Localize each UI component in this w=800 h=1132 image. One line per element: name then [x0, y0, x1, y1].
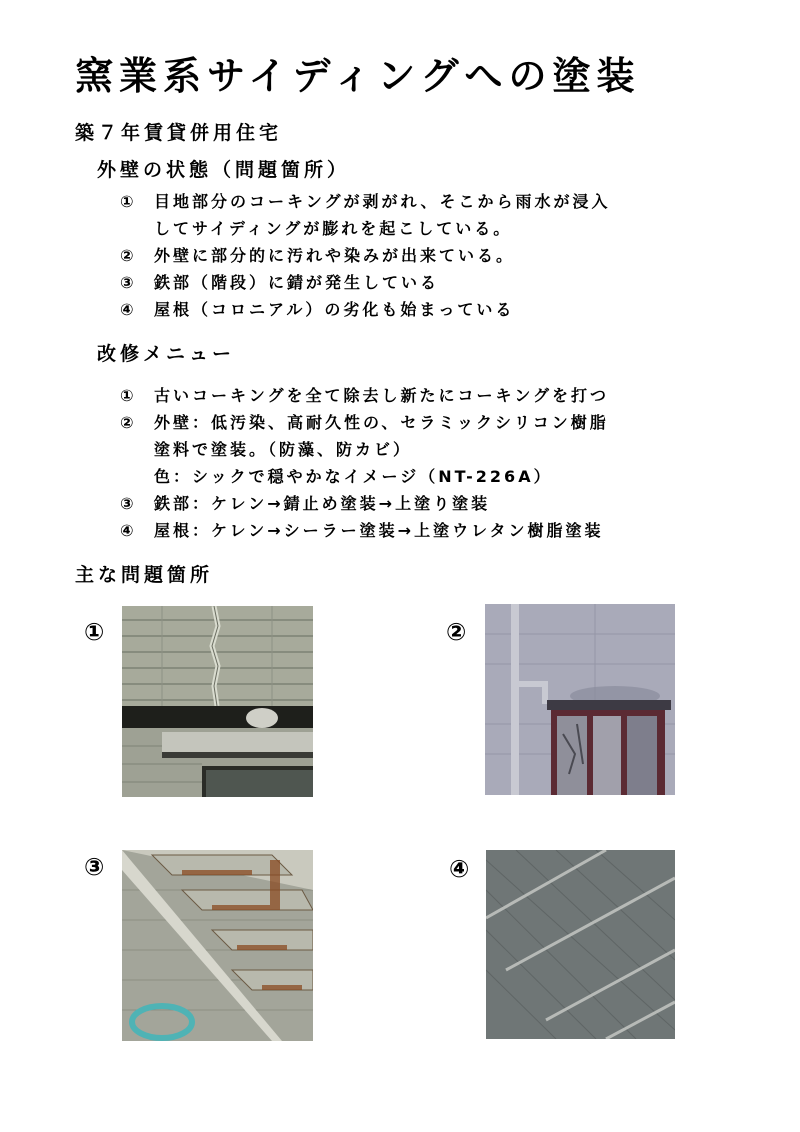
renovation-item-number: ③ — [120, 494, 137, 513]
renovation-item-number: ② — [120, 413, 137, 432]
photo-label: ① — [84, 618, 105, 646]
photo-label: ③ — [84, 853, 105, 881]
rusted-stairs-photo — [122, 850, 313, 1041]
renovation-item-text: 屋根：ケレン→シーラー塗装→上塗ウレタン樹脂塗装 — [154, 521, 604, 540]
condition-item-number: ① — [120, 192, 137, 211]
photos-heading: 主な問題箇所 — [75, 564, 214, 586]
condition-item-text: してサイディングが膨れを起こしている。 — [154, 219, 513, 238]
renovation-item-text: 古いコーキングを全て除去し新たにコーキングを打つ — [154, 386, 610, 405]
condition-item-number: ③ — [120, 273, 137, 292]
renovation-item-number: ① — [120, 386, 137, 405]
renovation-item-text: 色：シックで穏やかなイメージ（NT-226A） — [154, 467, 553, 486]
page-title: 窯業系サイディングへの塗装 — [75, 54, 641, 98]
renovation-item-number: ④ — [120, 521, 137, 540]
renovation-heading: 改修メニュー — [97, 343, 236, 365]
condition-heading: 外壁の状態（問題箇所） — [97, 159, 351, 181]
condition-item-number: ② — [120, 246, 137, 265]
renovation-item-text: 外壁：低汚染、高耐久性の、セラミックシリコン樹脂 — [154, 413, 609, 432]
condition-item-text: 外壁に部分的に汚れや染みが出来ている。 — [154, 246, 516, 265]
caulking-siding-photo — [122, 606, 313, 797]
photo-label: ④ — [449, 855, 470, 883]
condition-item-number: ④ — [120, 300, 137, 319]
condition-item-text: 目地部分のコーキングが剥がれ、そこから雨水が浸入 — [154, 192, 611, 211]
building-heading: 築７年賃貸併用住宅 — [75, 122, 283, 144]
condition-item-text: 鉄部（階段）に錆が発生している — [154, 273, 440, 292]
condition-item-text: 屋根（コロニアル）の劣化も始まっている — [154, 300, 515, 319]
roof-colonial-photo — [486, 850, 675, 1039]
stained-wall-photo — [485, 604, 675, 795]
renovation-item-text: 塗料で塗装。（防藻、防カビ） — [154, 440, 413, 459]
renovation-item-text: 鉄部：ケレン→錆止め塗装→上塗り塗装 — [154, 494, 491, 513]
photo-label: ② — [446, 618, 467, 646]
